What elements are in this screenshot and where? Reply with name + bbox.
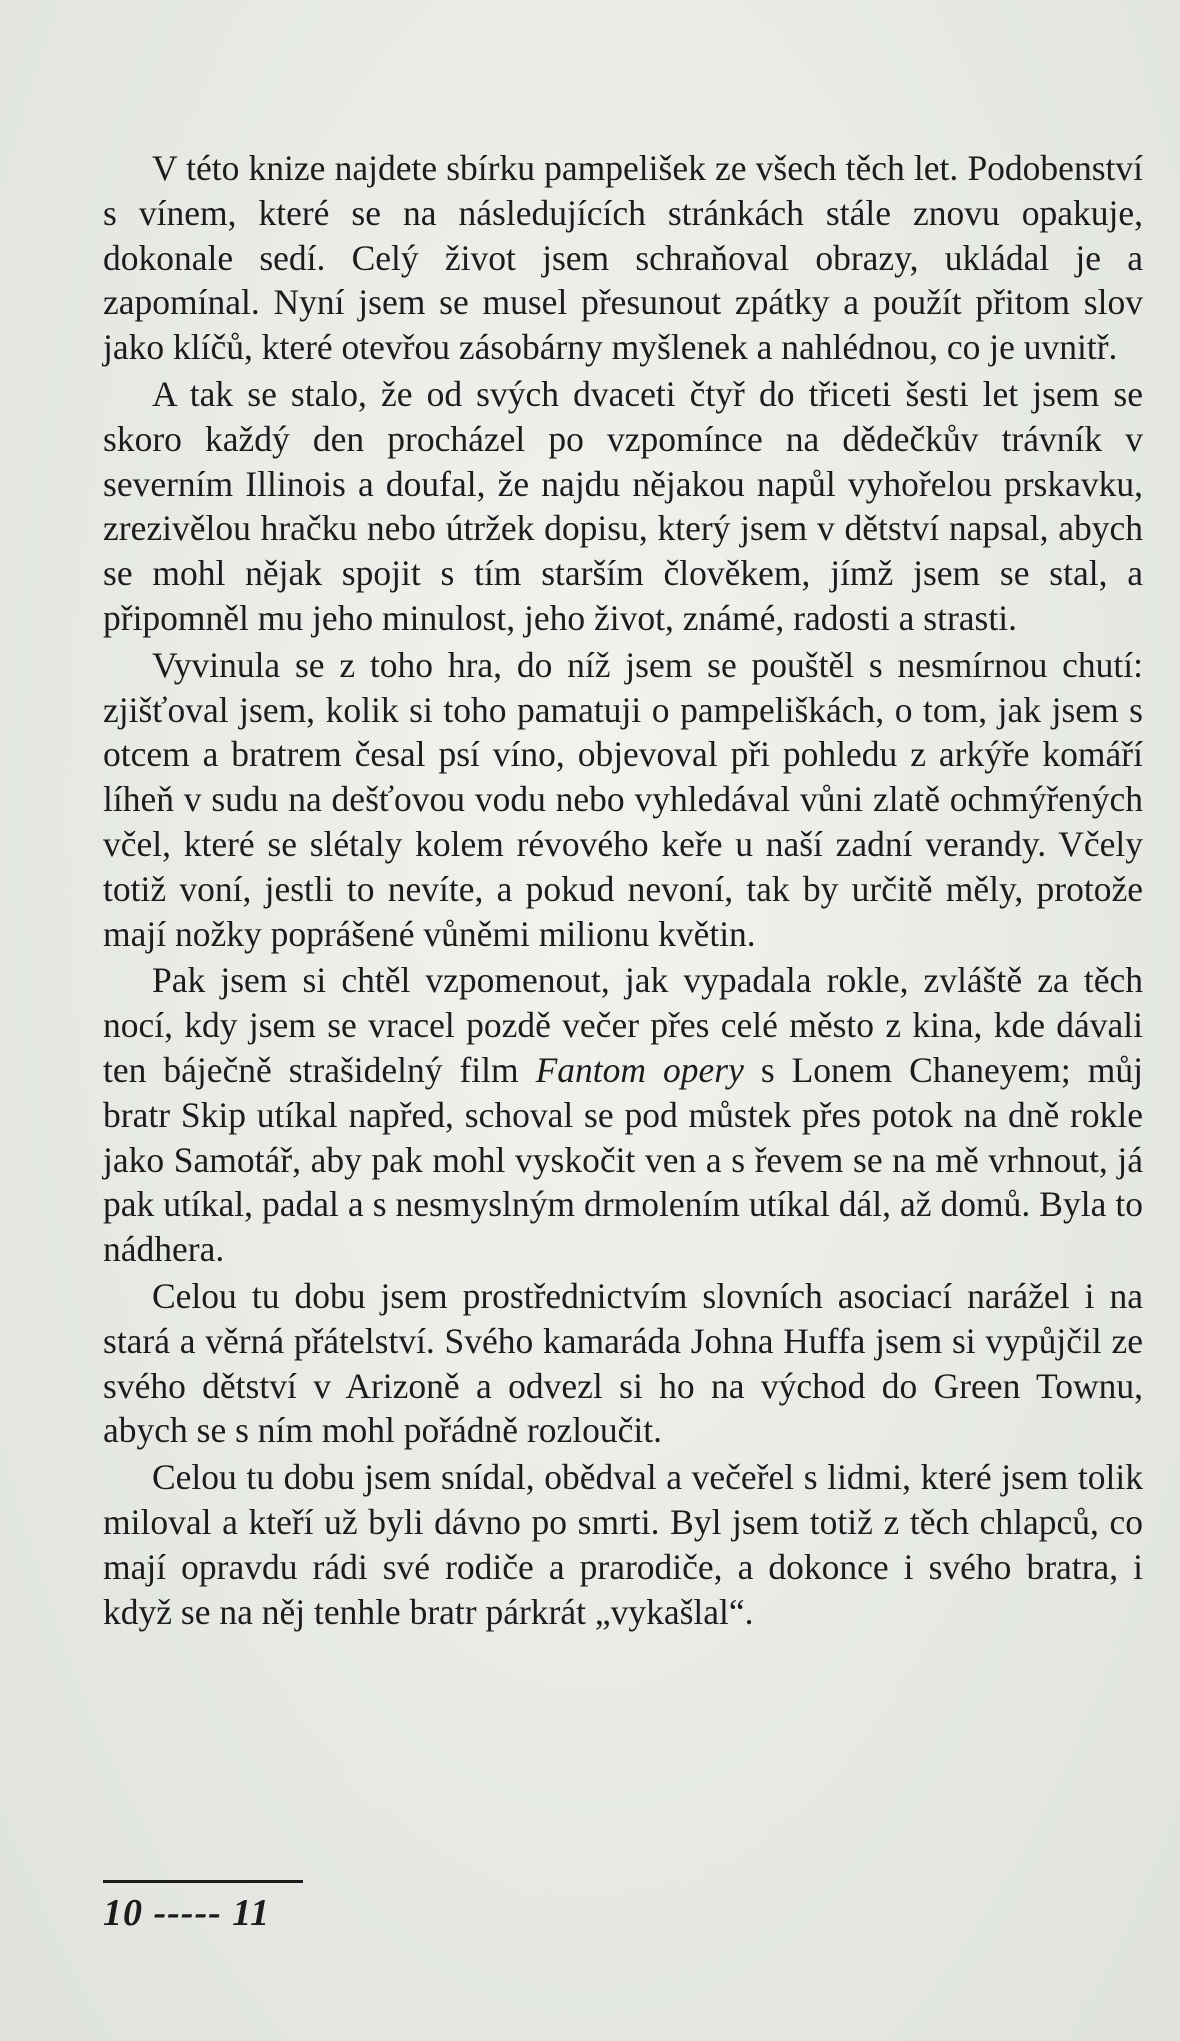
film-title: Fantom opery (535, 1049, 744, 1090)
paragraph-1: V této knize najdete sbírku pampelišek ze všech těch let. Podobenství s vínem, které se na následujících stránkách stále znovu opakuje, dokonale sedí. Celý život jsem schraňoval obrazy, ukládal je a zapomínal. Nyní jsem se musel přesunout zpátky a použít přitom slov jako klíčů, které otevřou zásobárny myšlenek a nahlédnou, co je uvnitř. (103, 148, 1143, 368)
page-footer (103, 1880, 303, 1935)
paragraph-2: A tak se stalo, že od svých dvaceti čtyř do třiceti šesti let jsem se skoro každý den procházel po vzpomínce na dědečkův trávník v severním Illinois a doufal, že najdu nějakou napůl vyhořelou prskavku, zrezivělou hračku nebo útržek dopisu, který jsem v dětství napsal, abych se mohl nějak spojit s tím starším člověkem, jímž jsem se stal, a připomněl mu jeho minulost, jeho život, známé, radosti a strasti. (103, 373, 1143, 638)
paragraph-3: Vyvinula se z toho hra, do níž jsem se pouštěl s nesmírnou chutí: zjišťoval jsem, kolik si toho pamatuji o pampeliškách, o tom, jak jsem s otcem a bratrem česal psí víno, objevoval při pohledu z arkýře komáří líheň v sudu na dešťovou vodu nebo vyhledával vůni zlatě ochmýřených včel, které se slétaly kolem révového keře u naší zadní verandy. Včely totiž voní, jestli to nevíte, a pokud nevoní, tak by určitě měly, protože mají nožky poprášené vůněmi milionu květin. (103, 644, 1143, 954)
footer-rule (103, 1880, 303, 1883)
page-body (103, 146, 1143, 1634)
paragraph-5: Celou tu dobu jsem prostřednictvím slovních asociací narážel i na stará a věrná přátelství. Svého kamaráda Johna Huffa jsem si vypůjčil ze svého dětství v Arizoně a odvezl si ho na východ do Green Townu, abych se s ním mohl pořádně rozloučit. (103, 1275, 1143, 1451)
paragraph-4-text-before: Pak jsem si chtěl vzpomenout, jak vypadala rokle, zvláště za těch nocí, kdy jsem se vracel pozdě večer přes celé město z kina, kde dávali ten báječně strašidelný film (103, 960, 1143, 1090)
paragraph-6: Celou tu dobu jsem snídal, obědval a večeřel s lidmi, které jsem tolik miloval a kteří už byli dávno po smrti. Byl jsem totiž z těch chlapců, co mají opravdu rádi své rodiče a prarodiče, a dokonce i svého bratra, i když se na něj tenhle bratr párkrát „vykašlal“. (103, 1457, 1143, 1632)
page-numbers: 10 ----- 11 (103, 1892, 271, 1934)
paragraph-4 (103, 958, 1143, 1272)
paragraph-4-text-after: s Lonem Chaneyem; můj bratr Skip utíkal napřed, schoval se pod můstek přes potok na dně rokle jako Samotář, aby pak mohl vyskočit ven a s řevem se na mě vrhnout, já pak utíkal, padal a s nesmyslným drmolením utíkal dál, až domů. Byla to nádhera. (103, 1049, 1143, 1270)
